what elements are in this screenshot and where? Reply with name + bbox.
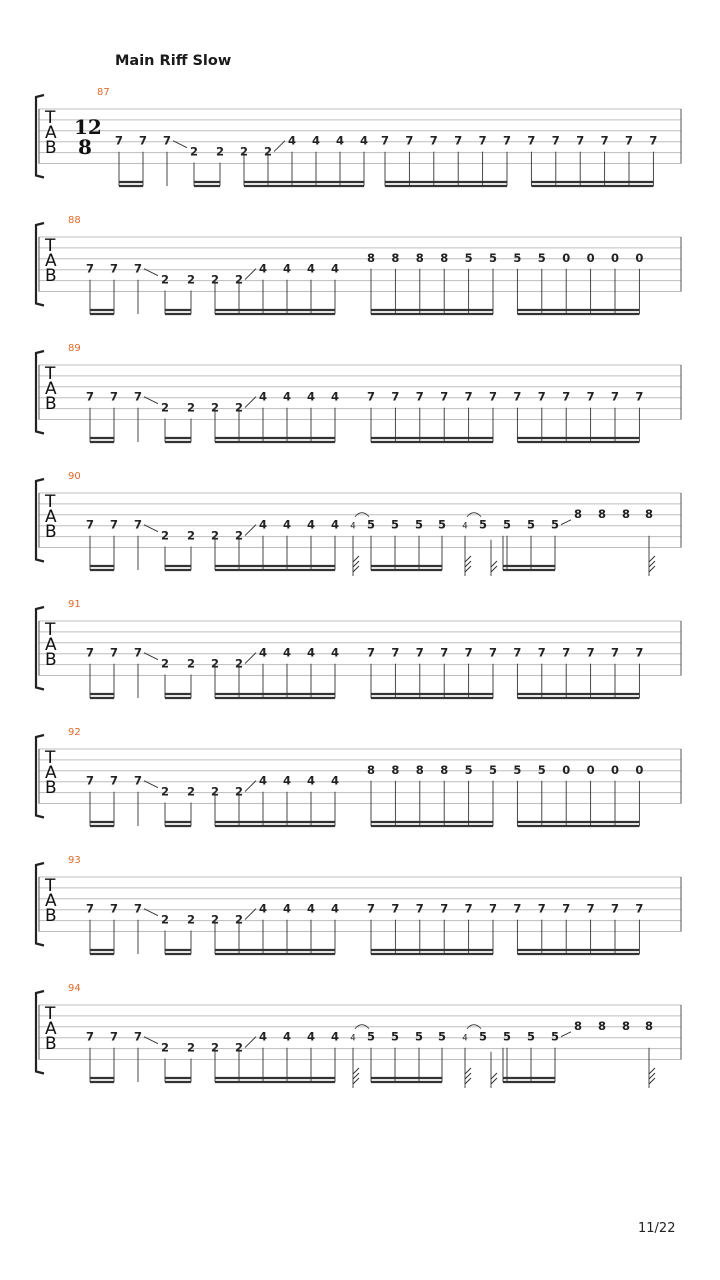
- fret-number: 7: [488, 389, 498, 404]
- fret-number: 7: [85, 645, 95, 660]
- fret-number: 2: [160, 784, 170, 799]
- grace-flag: [491, 1073, 497, 1084]
- tab-system: [36, 983, 681, 1088]
- fret-number: 2: [234, 1040, 244, 1055]
- fret-number: 2: [186, 656, 196, 671]
- fret-number: 2: [160, 528, 170, 543]
- fret-number: 2: [186, 400, 196, 415]
- tab-clef-letter: T: [45, 1004, 56, 1024]
- fret-number: 8: [440, 250, 449, 265]
- fret-number: 7: [162, 133, 172, 148]
- tab-clef-letter: T: [45, 108, 56, 128]
- fret-number: 4: [359, 133, 369, 148]
- fret-number: 7: [488, 645, 498, 660]
- fret-number: 7: [440, 901, 449, 916]
- fret-number: 8: [644, 506, 654, 521]
- fret-number: 2: [160, 656, 170, 671]
- fret-number: 2: [234, 272, 244, 287]
- system-bracket: [36, 735, 44, 818]
- fret-number: 2: [210, 528, 220, 543]
- fret-number: 7: [586, 901, 595, 916]
- grace-flag: [353, 1068, 359, 1084]
- fret-number: 4: [258, 901, 268, 916]
- fret-number: 5: [513, 762, 522, 777]
- fret-number: 4: [330, 773, 340, 788]
- fret-number: 7: [527, 133, 536, 148]
- system-bracket: [36, 479, 44, 562]
- fret-number: 2: [210, 784, 220, 799]
- page-title: Main Riff Slow: [115, 53, 232, 69]
- system-bracket: [36, 223, 44, 306]
- fret-number: 8: [366, 762, 376, 777]
- fret-number: 7: [133, 773, 143, 788]
- fret-number: 4: [330, 645, 340, 660]
- grace-note: 4: [462, 1033, 468, 1044]
- grace-flag: [649, 1068, 655, 1084]
- fret-number: 0: [610, 762, 620, 777]
- slide-mark: [245, 653, 256, 664]
- fret-number: 7: [415, 389, 424, 404]
- fret-number: 8: [415, 762, 424, 777]
- slide-mark: [561, 520, 571, 525]
- fret-number: 7: [478, 133, 487, 148]
- fret-number: 0: [586, 250, 595, 265]
- fret-number: 5: [414, 1029, 424, 1044]
- fret-number: 7: [537, 645, 546, 660]
- measure-number: 89: [68, 343, 81, 354]
- fret-number: 7: [85, 1029, 95, 1044]
- fret-number: 7: [133, 901, 143, 916]
- fret-number: 0: [635, 250, 644, 265]
- tab-clef-letter: B: [45, 778, 57, 798]
- grace-flag: [465, 556, 471, 572]
- tab-system: [36, 727, 681, 826]
- fret-number: 4: [306, 773, 316, 788]
- fret-number: 7: [586, 389, 595, 404]
- fret-number: 5: [513, 250, 522, 265]
- grace-flag: [491, 561, 497, 572]
- time-signature-denominator: 8: [78, 135, 92, 159]
- fret-number: 7: [635, 645, 644, 660]
- tab-clef-letter: T: [45, 876, 56, 896]
- fret-number: 5: [464, 250, 473, 265]
- tab-clef-letter: A: [45, 891, 57, 911]
- fret-number: 7: [635, 901, 644, 916]
- fret-number: 7: [464, 389, 473, 404]
- fret-number: 5: [550, 1029, 560, 1044]
- fret-number: 2: [160, 400, 170, 415]
- tab-clef-letter: B: [45, 394, 57, 414]
- fret-number: 2: [186, 1040, 196, 1055]
- fret-number: 8: [573, 506, 583, 521]
- fret-number: 7: [464, 901, 473, 916]
- fret-number: 8: [440, 762, 449, 777]
- fret-number: 7: [85, 517, 95, 532]
- fret-number: 7: [635, 389, 644, 404]
- system-bracket: [36, 95, 44, 178]
- fret-number: 5: [537, 250, 546, 265]
- fret-number: 7: [366, 645, 376, 660]
- fret-number: 0: [562, 250, 571, 265]
- tab-clef-letter: T: [45, 364, 56, 384]
- fret-number: 4: [282, 901, 292, 916]
- tab-clef-letter: A: [45, 379, 57, 399]
- fret-number: 2: [160, 1040, 170, 1055]
- fret-number: 4: [258, 261, 268, 276]
- fret-number: 4: [282, 773, 292, 788]
- tab-clef-letter: A: [45, 123, 57, 143]
- fret-number: 8: [621, 506, 631, 521]
- fret-number: 7: [649, 133, 658, 148]
- fret-number: 7: [562, 389, 571, 404]
- grace-flag: [465, 1068, 471, 1084]
- fret-number: 8: [391, 250, 400, 265]
- fret-number: 4: [306, 901, 316, 916]
- grace-note: 4: [462, 521, 468, 532]
- fret-number: 5: [550, 517, 560, 532]
- tab-system: [36, 599, 681, 698]
- fret-number: 7: [415, 645, 424, 660]
- fret-number: 7: [391, 901, 400, 916]
- fret-number: 5: [502, 1029, 512, 1044]
- tab-clef-letter: T: [45, 236, 56, 256]
- fret-number: 7: [454, 133, 463, 148]
- fret-number: 4: [330, 261, 340, 276]
- fret-number: 2: [210, 400, 220, 415]
- fret-number: 4: [330, 389, 340, 404]
- fret-number: 7: [610, 901, 620, 916]
- tab-clef-letter: A: [45, 635, 57, 655]
- fret-number: 2: [215, 144, 225, 159]
- slide-mark: [245, 525, 256, 536]
- fret-number: 4: [282, 1029, 292, 1044]
- fret-number: 2: [210, 656, 220, 671]
- grace-note: 4: [350, 1033, 356, 1044]
- fret-number: 8: [597, 506, 607, 521]
- fret-number: 4: [306, 1029, 316, 1044]
- tab-clef-letter: B: [45, 906, 57, 926]
- fret-number: 4: [335, 133, 345, 148]
- fret-number: 7: [109, 901, 119, 916]
- fret-number: 4: [311, 133, 321, 148]
- fret-number: 0: [610, 250, 620, 265]
- fret-number: 2: [186, 272, 196, 287]
- fret-number: 4: [306, 261, 316, 276]
- fret-number: 7: [85, 901, 95, 916]
- fret-number: 5: [526, 517, 536, 532]
- fret-number: 7: [502, 133, 512, 148]
- fret-number: 7: [133, 389, 143, 404]
- fret-number: 7: [513, 901, 522, 916]
- fret-number: 5: [414, 517, 424, 532]
- fret-number: 7: [562, 645, 571, 660]
- fret-number: 2: [210, 1040, 220, 1055]
- slide-mark: [274, 141, 285, 152]
- fret-number: 2: [210, 912, 220, 927]
- fret-number: 2: [186, 528, 196, 543]
- fret-number: 5: [526, 1029, 536, 1044]
- fret-number: 7: [366, 389, 376, 404]
- fret-number: 5: [478, 1029, 488, 1044]
- fret-number: 5: [488, 762, 498, 777]
- time-signature-numerator: 12: [74, 115, 102, 139]
- tab-clef-letter: A: [45, 507, 57, 527]
- fret-number: 7: [85, 389, 95, 404]
- fret-number: 7: [440, 389, 449, 404]
- fret-number: 7: [429, 133, 438, 148]
- fret-number: 4: [287, 133, 297, 148]
- fret-number: 4: [330, 901, 340, 916]
- grace-note: 4: [350, 521, 356, 532]
- fret-number: 7: [537, 901, 546, 916]
- slide-mark: [245, 909, 256, 920]
- fret-number: 8: [366, 250, 376, 265]
- fret-number: 7: [109, 517, 119, 532]
- fret-number: 4: [258, 1029, 268, 1044]
- fret-number: 4: [306, 517, 316, 532]
- fret-number: 7: [610, 389, 620, 404]
- fret-number: 2: [234, 912, 244, 927]
- measure-number: 92: [68, 727, 81, 738]
- fret-number: 0: [562, 762, 571, 777]
- fret-number: 7: [391, 389, 400, 404]
- fret-number: 7: [109, 1029, 119, 1044]
- tab-clef-letter: T: [45, 748, 56, 768]
- fret-number: 4: [258, 389, 268, 404]
- system-bracket: [36, 991, 44, 1074]
- fret-number: 7: [138, 133, 148, 148]
- fret-number: 5: [488, 250, 498, 265]
- fret-number: 2: [234, 528, 244, 543]
- tab-clef-letter: T: [45, 492, 56, 512]
- slide-mark: [561, 1032, 571, 1037]
- slide-mark: [245, 781, 256, 792]
- fret-number: 7: [366, 901, 376, 916]
- fret-number: 5: [437, 517, 447, 532]
- system-bracket: [36, 607, 44, 690]
- fret-number: 5: [478, 517, 488, 532]
- measure-number: 94: [68, 983, 81, 994]
- fret-number: 4: [306, 389, 316, 404]
- tab-clef-letter: B: [45, 138, 57, 158]
- fret-number: 7: [513, 389, 522, 404]
- fret-number: 0: [635, 762, 644, 777]
- fret-number: 4: [258, 773, 268, 788]
- fret-number: 7: [586, 645, 595, 660]
- fret-number: 7: [85, 773, 95, 788]
- fret-number: 7: [551, 133, 560, 148]
- slide-mark: [245, 1037, 256, 1048]
- tab-clef-letter: T: [45, 620, 56, 640]
- fret-number: 7: [391, 645, 400, 660]
- tab-system: [36, 215, 681, 314]
- fret-number: 2: [186, 912, 196, 927]
- tab-clef-letter: B: [45, 1034, 57, 1054]
- fret-number: 7: [109, 389, 119, 404]
- fret-number: 2: [234, 784, 244, 799]
- fret-number: 7: [109, 645, 119, 660]
- fret-number: 7: [114, 133, 124, 148]
- fret-number: 8: [415, 250, 424, 265]
- tab-system: [36, 87, 681, 186]
- tab-clef-letter: A: [45, 1019, 57, 1039]
- fret-number: 4: [282, 261, 292, 276]
- fret-number: 2: [234, 400, 244, 415]
- fret-number: 7: [133, 517, 143, 532]
- fret-number: 7: [133, 1029, 143, 1044]
- grace-flag: [649, 556, 655, 572]
- fret-number: 0: [586, 762, 595, 777]
- slide-mark: [245, 269, 256, 280]
- system-bracket: [36, 863, 44, 946]
- measure-number: 91: [68, 599, 81, 610]
- fret-number: 7: [85, 261, 95, 276]
- fret-number: 5: [537, 762, 546, 777]
- fret-number: 2: [263, 144, 273, 159]
- measure-number: 93: [68, 855, 81, 866]
- fret-number: 8: [597, 1018, 607, 1033]
- fret-number: 2: [160, 272, 170, 287]
- tab-system: [36, 855, 681, 954]
- fret-number: 4: [282, 389, 292, 404]
- fret-number: 7: [610, 645, 620, 660]
- fret-number: 7: [488, 901, 498, 916]
- fret-number: 5: [366, 517, 376, 532]
- fret-number: 7: [440, 645, 449, 660]
- slide-mark: [245, 397, 256, 408]
- fret-number: 2: [160, 912, 170, 927]
- fret-number: 7: [109, 261, 119, 276]
- fret-number: 4: [282, 517, 292, 532]
- fret-number: 2: [186, 784, 196, 799]
- tab-clef-letter: B: [45, 266, 57, 286]
- measure-number: 87: [97, 87, 110, 98]
- tab-clef-letter: B: [45, 522, 57, 542]
- fret-number: 7: [600, 133, 609, 148]
- fret-number: 5: [390, 1029, 400, 1044]
- fret-number: 4: [330, 1029, 340, 1044]
- fret-number: 4: [282, 645, 292, 660]
- fret-number: 7: [133, 645, 143, 660]
- fret-number: 2: [210, 272, 220, 287]
- fret-number: 4: [258, 517, 268, 532]
- fret-number: 8: [391, 762, 400, 777]
- fret-number: 5: [464, 762, 473, 777]
- fret-number: 5: [437, 1029, 447, 1044]
- fret-number: 7: [380, 133, 390, 148]
- tab-clef-letter: B: [45, 650, 57, 670]
- system-bracket: [36, 351, 44, 434]
- tab-clef-letter: A: [45, 251, 57, 271]
- tab-clef-letter: A: [45, 763, 57, 783]
- fret-number: 5: [366, 1029, 376, 1044]
- tab-system: [36, 343, 681, 442]
- fret-number: 4: [258, 645, 268, 660]
- fret-number: 7: [624, 133, 634, 148]
- fret-number: 7: [415, 901, 424, 916]
- fret-number: 5: [502, 517, 512, 532]
- fret-number: 8: [621, 1018, 631, 1033]
- measure-number: 90: [68, 471, 81, 482]
- fret-number: 7: [562, 901, 571, 916]
- page-number: 11/22: [638, 1221, 676, 1236]
- fret-number: 7: [109, 773, 119, 788]
- fret-number: 5: [390, 517, 400, 532]
- fret-number: 2: [189, 144, 199, 159]
- fret-number: 7: [537, 389, 546, 404]
- fret-number: 7: [513, 645, 522, 660]
- fret-number: 7: [464, 645, 473, 660]
- fret-number: 8: [644, 1018, 654, 1033]
- fret-number: 4: [330, 517, 340, 532]
- fret-number: 8: [573, 1018, 583, 1033]
- fret-number: 2: [239, 144, 249, 159]
- measure-number: 88: [68, 215, 81, 226]
- tab-system: [36, 471, 681, 576]
- fret-number: 7: [133, 261, 143, 276]
- fret-number: 2: [234, 656, 244, 671]
- fret-number: 7: [576, 133, 585, 148]
- grace-flag: [353, 556, 359, 572]
- fret-number: 4: [306, 645, 316, 660]
- fret-number: 7: [405, 133, 414, 148]
